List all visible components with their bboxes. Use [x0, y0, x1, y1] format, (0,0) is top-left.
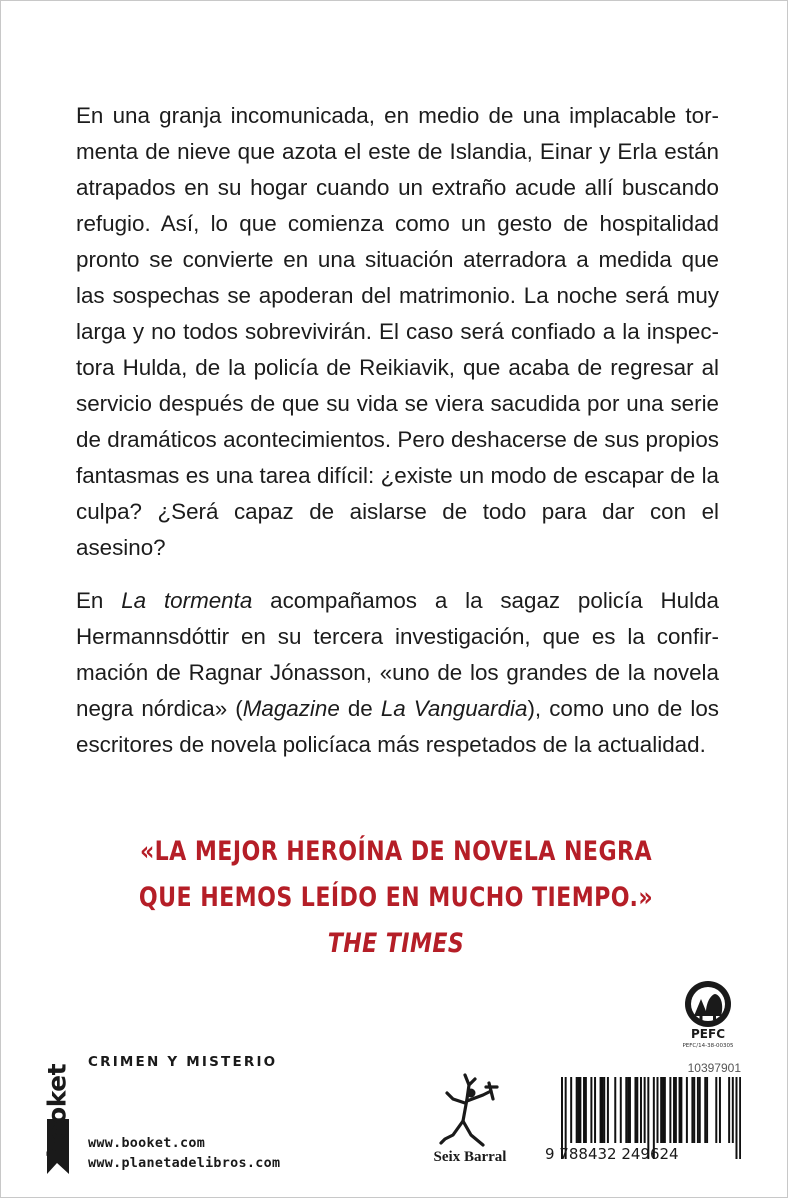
blurb-text: En	[76, 588, 122, 613]
barcode-bar	[607, 1077, 609, 1143]
barcode-bar	[620, 1077, 622, 1143]
barcode-bar	[732, 1077, 734, 1143]
barcode-bar	[644, 1077, 646, 1143]
barcode-bar	[640, 1077, 642, 1143]
booket-brand: booket	[42, 1063, 72, 1159]
publisher-urls	[88, 1134, 280, 1174]
barcode-bar	[627, 1077, 629, 1143]
barcode-bar	[662, 1077, 664, 1143]
barcode-bar	[697, 1077, 699, 1143]
barcode-bar	[675, 1077, 677, 1143]
blurb-text: acompañamos a la sagaz policía Hulda Hermannsdóttir en su tercera investigación, que es la confirmación de Ragnar Jónasson, «uno de los grandes de la novela negra nórdica» (	[76, 588, 719, 721]
barcode-bar	[691, 1077, 693, 1143]
barcode-bar	[614, 1077, 616, 1143]
barcode-bar	[578, 1077, 580, 1143]
barcode-bar	[719, 1077, 721, 1143]
quote-line-1: «LA MEJOR HEROÍNA DE NOVELA NEGRA	[139, 836, 653, 867]
barcode-bar	[600, 1077, 602, 1143]
barcode-bar	[704, 1077, 706, 1143]
genre-label: CRIMEN Y MISTERIO	[88, 1054, 278, 1070]
barcode-bar	[728, 1077, 730, 1143]
barcode-bar	[673, 1077, 675, 1143]
barcode-bar	[579, 1077, 581, 1143]
barcode-bar	[576, 1077, 578, 1143]
barcode-bar	[634, 1077, 636, 1143]
barcode-bar	[715, 1077, 717, 1143]
barcode-bar	[657, 1077, 659, 1143]
isbn-number: 9 788432 249624	[545, 1145, 679, 1163]
magazine-title: Magazine	[242, 696, 340, 721]
barcode-bar	[660, 1077, 662, 1143]
barcode-bar	[585, 1077, 587, 1143]
press-quote	[72, 829, 720, 967]
barcode-bar	[601, 1077, 603, 1143]
barcode-bar	[706, 1077, 708, 1143]
seix-barral-figure-icon	[431, 1073, 511, 1155]
product-code: 10397901	[687, 1061, 741, 1075]
barcode-bar	[594, 1077, 596, 1143]
publisher-name: Seix Barral	[433, 1149, 507, 1165]
barcode-bar	[686, 1077, 688, 1143]
pefc-logo-icon	[677, 979, 739, 1065]
barcode-bar	[669, 1077, 671, 1143]
barcode-bar	[664, 1077, 666, 1143]
barcode-bar	[625, 1077, 627, 1143]
barcode-bar	[629, 1077, 631, 1143]
blurb-text: ), como uno de los escritores de novela policíaca más respetados de la actualidad.	[76, 696, 719, 757]
barcode-bar	[699, 1077, 701, 1143]
barcode-bar	[583, 1077, 585, 1143]
quote-source: THE TIMES	[327, 928, 465, 959]
blurb	[76, 98, 719, 763]
barcode-bar	[570, 1077, 572, 1143]
barcode-bar	[680, 1077, 682, 1143]
pefc-label: PEFC	[691, 1027, 725, 1041]
url-planetadelibros: www.planetadelibros.com	[88, 1156, 281, 1171]
quote-line-2: QUE HEMOS LEÍDO EN MUCHO TIEMPO.»	[138, 882, 654, 913]
barcode-bar	[679, 1077, 681, 1143]
barcode-bar	[590, 1077, 592, 1143]
url-booket: www.booket.com	[88, 1136, 206, 1151]
newspaper-title: La Vanguardia	[380, 696, 528, 721]
barcode-bar	[636, 1077, 638, 1143]
blurb-paragraph-1: En una granja incomunicada, en medio de una implacable tormenta de nieve que azota el este de Islandia, Einar y Erla están atrapados en su hogar cuando un extraño acude allí buscando refugio. Así, lo que comienza como un gesto de hospitalidad pronto se convierte en una situación aterradora a medida que las sospechas se apoderan del matrimonio. La noche será muy larga y no todos sobrevivirán. El caso será confiado a la inspectora Hulda, de la policía de Reikiavik, que acaba de regresar al servicio después de que su vida se viera sacudida por una serie de dramáticos acontecimientos. Pero deshacerse de sus propios fantasmas es una tarea difícil: ¿existe un modo de escapar de la culpa? ¿Será capaz de aislarse de todo para dar con el asesino?	[76, 103, 719, 560]
barcode-bar	[603, 1077, 605, 1143]
barcode-bar	[693, 1077, 695, 1143]
book-title: La tormenta	[121, 588, 253, 613]
blurb-paragraph-2	[76, 583, 719, 763]
pefc-code: PEFC/14-38-00305	[682, 1043, 734, 1049]
blurb-text: de	[339, 696, 381, 721]
